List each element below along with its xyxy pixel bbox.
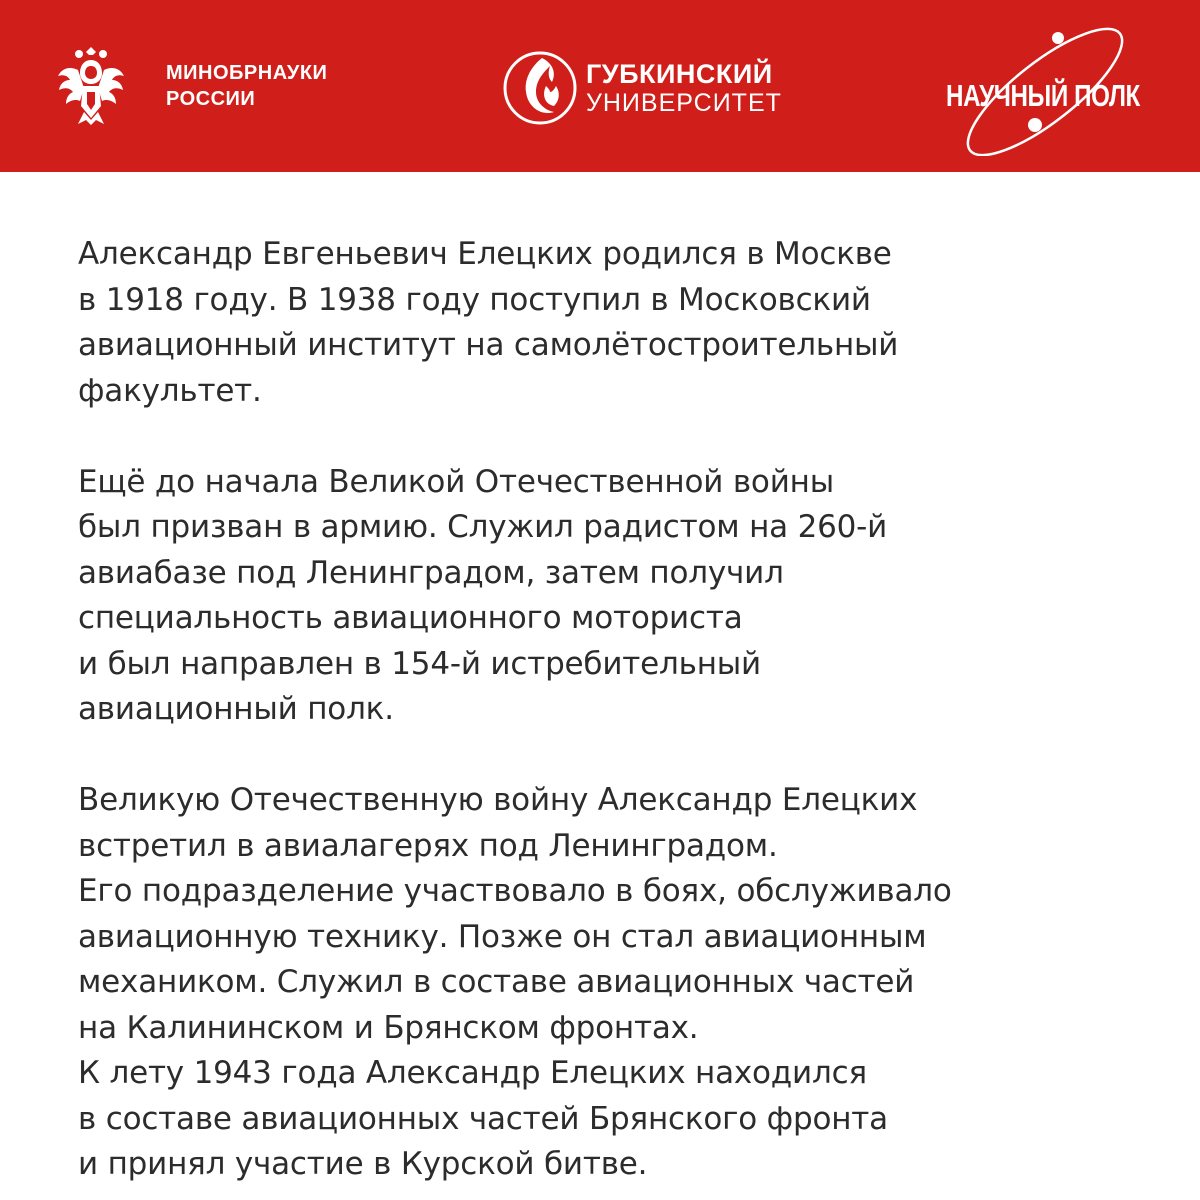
text-line: в 1918 году. В 1938 году поступил в Московский bbox=[78, 281, 871, 318]
project-name: НАУЧНЫЙ ПОЛК bbox=[946, 78, 1140, 113]
university-logo bbox=[502, 48, 782, 128]
text-line: механиком. Служил в составе авиационных частей bbox=[78, 964, 915, 1000]
ministry-name bbox=[166, 60, 327, 112]
university-name-line1: ГУБКИНСКИЙ bbox=[586, 59, 773, 89]
text-line: авиационный институт на самолётостроительный bbox=[78, 327, 899, 363]
paragraph bbox=[78, 778, 1138, 1188]
text-line: К лету 1943 года Александр Елецких находился bbox=[78, 1055, 867, 1091]
ministry-name-line2: РОССИИ bbox=[166, 88, 256, 110]
text-line: факультет. bbox=[78, 372, 262, 409]
article-text bbox=[78, 232, 1138, 1188]
header-banner bbox=[0, 0, 1200, 172]
text-line: был призван в армию. Служил радистом на 260-й bbox=[78, 509, 888, 545]
text-line: в составе авиационных частей Брянского фронта bbox=[78, 1100, 888, 1137]
paragraph bbox=[78, 232, 1138, 414]
text-line: Великую Отечественную войну Александр Елецких bbox=[78, 782, 918, 818]
paragraph bbox=[78, 460, 1138, 733]
text-line: авиационный полк. bbox=[78, 691, 394, 727]
text-line: Его подразделение участвовало в боях, обслуживало bbox=[78, 873, 952, 909]
university-name bbox=[586, 59, 782, 117]
text-line: специальность авиационного моториста bbox=[78, 600, 743, 636]
ministry-logo bbox=[56, 40, 327, 132]
text-line: Александр Евгеньевич Елецких родился в Москве bbox=[78, 236, 892, 272]
text-line: и принял участие в Курской битве. bbox=[78, 1146, 648, 1182]
text-line: встретил в авиалагерях под Ленинградом. bbox=[78, 827, 778, 864]
text-line: и был направлен в 154-й истребительный bbox=[78, 645, 761, 682]
project-logo bbox=[940, 26, 1150, 156]
eagle-emblem-icon bbox=[56, 46, 126, 126]
text-line: на Калининском и Брянском фронтах. bbox=[78, 1009, 699, 1046]
text-line: авиационную технику. Позже он стал авиационным bbox=[78, 918, 927, 955]
ministry-name-line1: МИНОБРНАУКИ bbox=[166, 62, 328, 84]
university-name-line2: УНИВЕРСИТЕТ bbox=[586, 89, 782, 117]
text-line: Ещё до начала Великой Отечественной войны bbox=[78, 463, 834, 500]
flame-logo-icon bbox=[502, 50, 578, 126]
text-line: авиабазе под Ленинградом, затем получил bbox=[78, 554, 784, 591]
